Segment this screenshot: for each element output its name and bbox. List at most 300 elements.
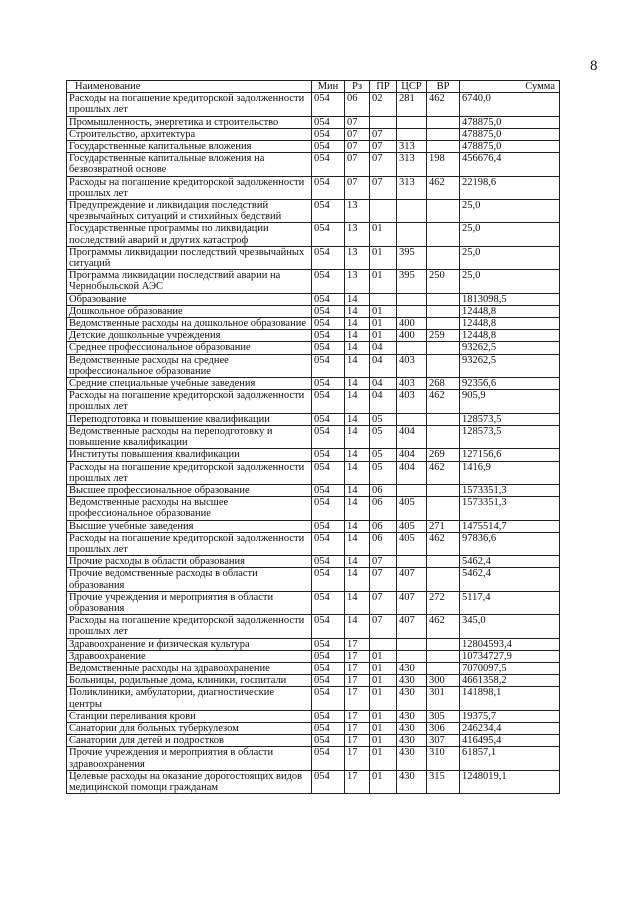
cell-rz: 07 [345,176,370,199]
cell-sum: 1573351,3 [460,484,560,496]
cell-pr: 07 [370,128,397,140]
table-row [67,638,560,650]
cell-min: 054 [312,770,345,793]
cell-pr: 04 [370,378,397,390]
cell-pr [370,293,397,305]
cell-min: 054 [312,461,345,484]
cell-pr: 05 [370,413,397,425]
cell-csr [397,305,427,317]
cell-vr [427,223,460,246]
cell-vr: 306 [427,722,460,734]
cell-csr: 400 [397,318,427,330]
table-row [67,710,560,722]
cell-csr: 395 [397,246,427,269]
cell-csr [397,650,427,662]
cell-csr: 430 [397,662,427,674]
cell-vr [427,141,460,153]
cell-rz: 14 [345,484,370,496]
cell-min: 054 [312,556,345,568]
cell-sum: 12448,8 [460,330,560,342]
cell-name: Государственные капитальные вложения [67,141,312,153]
cell-min: 054 [312,520,345,532]
table-row [67,176,560,199]
cell-pr: 01 [370,675,397,687]
cell-vr: 315 [427,770,460,793]
cell-rz: 14 [345,318,370,330]
cell-name: Государственные капитальные вложения на безвозвратной основе [67,153,312,176]
cell-csr: 404 [397,461,427,484]
cell-sum: 61857,1 [460,747,560,770]
cell-sum: 12448,8 [460,318,560,330]
cell-vr: 300 [427,675,460,687]
table-row [67,116,560,128]
cell-pr: 01 [370,270,397,293]
cell-min: 054 [312,747,345,770]
table-row [67,93,560,116]
table-row [67,556,560,568]
cell-rz: 14 [345,568,370,591]
header-csr: ЦСР [397,81,427,93]
cell-sum: 128573,5 [460,413,560,425]
table-row [67,568,560,591]
cell-sum: 478875,0 [460,128,560,140]
cell-vr [427,497,460,520]
cell-rz: 17 [345,710,370,722]
cell-csr: 430 [397,687,427,710]
cell-sum: 5462,4 [460,568,560,591]
cell-vr [427,200,460,223]
cell-rz: 14 [345,330,370,342]
table-row [67,305,560,317]
cell-pr: 01 [370,223,397,246]
cell-sum: 25,0 [460,223,560,246]
cell-csr: 407 [397,591,427,614]
cell-rz: 14 [345,532,370,555]
cell-min: 054 [312,128,345,140]
cell-rz: 14 [345,591,370,614]
cell-pr: 01 [370,735,397,747]
cell-sum: 93262,5 [460,354,560,377]
table-body [67,93,560,794]
cell-sum: 12804593,4 [460,638,560,650]
cell-name: Программа ликвидации последствий аварии на Чернобыльской АЭС [67,270,312,293]
cell-rz: 14 [345,520,370,532]
cell-sum: 25,0 [460,270,560,293]
cell-name: Ведомственные расходы на среднее профессиональное образование [67,354,312,377]
cell-rz: 14 [345,449,370,461]
table-row [67,223,560,246]
cell-pr: 01 [370,305,397,317]
table-row [67,390,560,413]
cell-pr: 07 [370,556,397,568]
table-row [67,497,560,520]
table-row [67,615,560,638]
cell-min: 054 [312,497,345,520]
cell-vr: 307 [427,735,460,747]
cell-pr: 05 [370,461,397,484]
cell-csr [397,413,427,425]
cell-min: 054 [312,591,345,614]
cell-csr: 430 [397,710,427,722]
cell-name: Промышленность, энергетика и строительство [67,116,312,128]
cell-sum: 12448,8 [460,305,560,317]
cell-sum: 478875,0 [460,141,560,153]
cell-pr [370,200,397,223]
cell-pr: 01 [370,318,397,330]
table-row [67,591,560,614]
cell-rz: 14 [345,378,370,390]
cell-rz: 17 [345,747,370,770]
cell-min: 054 [312,116,345,128]
cell-sum: 905,9 [460,390,560,413]
cell-min: 054 [312,662,345,674]
cell-csr: 430 [397,770,427,793]
cell-name: Прочие учреждения и мероприятия в области здравоохранения [67,747,312,770]
table-row [67,342,560,354]
cell-rz: 14 [345,425,370,448]
cell-vr [427,650,460,662]
table-row [67,461,560,484]
cell-vr [427,293,460,305]
cell-name: Ведомственные расходы на здравоохранение [67,662,312,674]
cell-csr: 407 [397,568,427,591]
cell-csr: 403 [397,378,427,390]
table-row [67,270,560,293]
cell-sum: 4661358,2 [460,675,560,687]
cell-name: Станции переливания крови [67,710,312,722]
cell-min: 054 [312,342,345,354]
cell-sum: 93262,5 [460,342,560,354]
cell-name: Высшее профессиональное образование [67,484,312,496]
cell-pr: 01 [370,710,397,722]
cell-csr [397,116,427,128]
table-row [67,675,560,687]
cell-sum: 92356,6 [460,378,560,390]
cell-csr: 313 [397,153,427,176]
cell-csr: 430 [397,675,427,687]
cell-sum: 1813098,5 [460,293,560,305]
cell-vr: 462 [427,615,460,638]
cell-min: 054 [312,293,345,305]
table-row [67,662,560,674]
table-row [67,293,560,305]
table-row [67,425,560,448]
header-pr: ПР [370,81,397,93]
cell-vr: 272 [427,591,460,614]
cell-min: 054 [312,532,345,555]
cell-min: 054 [312,722,345,734]
cell-sum: 1573351,3 [460,497,560,520]
cell-rz: 13 [345,246,370,269]
cell-name: Расходы на погашение кредиторской задолженности прошлых лет [67,176,312,199]
cell-rz: 17 [345,770,370,793]
cell-vr: 462 [427,390,460,413]
cell-vr: 310 [427,747,460,770]
cell-vr [427,318,460,330]
cell-name: Образование [67,293,312,305]
cell-csr: 404 [397,425,427,448]
cell-rz: 14 [345,305,370,317]
cell-name: Ведомственные расходы на переподготовку и повышение квалификации [67,425,312,448]
cell-sum: 1416,9 [460,461,560,484]
table-row [67,747,560,770]
cell-sum: 97836,6 [460,532,560,555]
cell-pr: 02 [370,93,397,116]
cell-sum: 6740,0 [460,93,560,116]
cell-vr: 305 [427,710,460,722]
cell-min: 054 [312,176,345,199]
cell-name: Больницы, родильные дома, клиники, госпитали [67,675,312,687]
cell-name: Предупреждение и ликвидация последствий чрезвычайных ситуаций и стихийных бедствий [67,200,312,223]
cell-sum: 1248019,1 [460,770,560,793]
table-row [67,153,560,176]
cell-csr: 404 [397,449,427,461]
cell-min: 054 [312,330,345,342]
cell-min: 054 [312,93,345,116]
cell-vr [427,116,460,128]
cell-csr: 400 [397,330,427,342]
cell-name: Целевые расходы на оказание дорогостоящих видов медицинской помощи гражданам [67,770,312,793]
cell-min: 054 [312,246,345,269]
cell-min: 054 [312,687,345,710]
cell-rz: 13 [345,223,370,246]
cell-pr: 01 [370,770,397,793]
table-row [67,141,560,153]
cell-csr: 430 [397,735,427,747]
cell-min: 054 [312,710,345,722]
cell-name: Санатории для детей и подростков [67,735,312,747]
cell-csr [397,128,427,140]
cell-sum: 246234,4 [460,722,560,734]
cell-min: 054 [312,270,345,293]
header-vr: ВР [427,81,460,93]
cell-name: Государственные программы по ликвидации последствий аварий и других катастроф [67,223,312,246]
cell-min: 054 [312,568,345,591]
cell-rz: 14 [345,354,370,377]
cell-vr [427,128,460,140]
cell-csr [397,638,427,650]
cell-sum: 456676,4 [460,153,560,176]
cell-sum: 5462,4 [460,556,560,568]
cell-sum: 478875,0 [460,116,560,128]
cell-pr: 01 [370,687,397,710]
cell-pr: 06 [370,484,397,496]
cell-csr [397,200,427,223]
cell-rz: 17 [345,687,370,710]
cell-name: Среднее профессиональное образование [67,342,312,354]
cell-pr [370,638,397,650]
cell-rz: 07 [345,128,370,140]
cell-min: 054 [312,141,345,153]
cell-sum: 345,0 [460,615,560,638]
cell-pr: 01 [370,662,397,674]
cell-vr: 462 [427,532,460,555]
cell-pr: 01 [370,747,397,770]
cell-rz: 14 [345,413,370,425]
cell-rz: 14 [345,293,370,305]
cell-name: Прочие учреждения и мероприятия в области образования [67,591,312,614]
cell-min: 054 [312,390,345,413]
cell-min: 054 [312,153,345,176]
table-row [67,687,560,710]
budget-table [66,80,560,794]
cell-csr: 405 [397,532,427,555]
cell-vr [427,425,460,448]
cell-pr [370,116,397,128]
cell-sum: 19375,7 [460,710,560,722]
cell-rz: 14 [345,615,370,638]
cell-pr: 07 [370,568,397,591]
cell-rz: 13 [345,200,370,223]
cell-vr [427,354,460,377]
cell-name: Расходы на погашение кредиторской задолженности прошлых лет [67,615,312,638]
cell-rz: 17 [345,675,370,687]
cell-min: 054 [312,650,345,662]
cell-name: Переподготовка и повышение квалификации [67,413,312,425]
cell-csr [397,556,427,568]
cell-pr: 07 [370,591,397,614]
cell-name: Институты повышения квалификации [67,449,312,461]
cell-pr: 07 [370,141,397,153]
cell-vr: 301 [427,687,460,710]
cell-name: Здравоохранение [67,650,312,662]
cell-name: Дошкольное образование [67,305,312,317]
cell-min: 054 [312,223,345,246]
table-row [67,532,560,555]
cell-pr: 01 [370,246,397,269]
cell-csr: 430 [397,747,427,770]
cell-min: 054 [312,484,345,496]
header-sum: Сумма [460,81,560,93]
cell-pr: 01 [370,330,397,342]
table-row [67,650,560,662]
header-min: Мин [312,81,345,93]
cell-rz: 07 [345,116,370,128]
cell-rz: 14 [345,461,370,484]
cell-rz: 07 [345,141,370,153]
cell-min: 054 [312,615,345,638]
table-row [67,484,560,496]
header-name: Наименование [67,81,312,93]
cell-min: 054 [312,449,345,461]
cell-name: Здравоохранение и физическая культура [67,638,312,650]
cell-pr: 05 [370,449,397,461]
cell-csr [397,223,427,246]
cell-name: Прочие ведомственные расходы в области образования [67,568,312,591]
cell-csr: 430 [397,722,427,734]
cell-min: 054 [312,675,345,687]
cell-name: Расходы на погашение кредиторской задолженности прошлых лет [67,461,312,484]
cell-pr: 06 [370,520,397,532]
cell-pr: 04 [370,342,397,354]
cell-min: 054 [312,425,345,448]
cell-vr: 271 [427,520,460,532]
cell-vr: 269 [427,449,460,461]
cell-min: 054 [312,735,345,747]
cell-vr: 462 [427,461,460,484]
cell-sum: 25,0 [460,246,560,269]
cell-min: 054 [312,354,345,377]
cell-name: Строительство, архитектура [67,128,312,140]
cell-name: Детские дошкольные учреждения [67,330,312,342]
cell-sum: 416495,4 [460,735,560,747]
cell-sum: 10734727,9 [460,650,560,662]
table-row [67,770,560,793]
cell-csr: 281 [397,93,427,116]
cell-vr [427,413,460,425]
cell-pr: 05 [370,425,397,448]
cell-sum: 5117,4 [460,591,560,614]
cell-pr: 06 [370,497,397,520]
cell-min: 054 [312,305,345,317]
cell-vr: 462 [427,176,460,199]
cell-rz: 14 [345,342,370,354]
cell-min: 054 [312,413,345,425]
cell-vr [427,342,460,354]
cell-rz: 17 [345,662,370,674]
cell-csr: 395 [397,270,427,293]
cell-name: Ведомственные расходы на дошкольное образование [67,318,312,330]
cell-csr: 313 [397,176,427,199]
cell-vr: 462 [427,93,460,116]
cell-min: 054 [312,200,345,223]
cell-sum: 25,0 [460,200,560,223]
cell-vr [427,662,460,674]
header-rz: Рз [345,81,370,93]
table-row [67,722,560,734]
cell-csr: 405 [397,520,427,532]
cell-csr: 407 [397,615,427,638]
cell-pr: 04 [370,390,397,413]
cell-vr [427,556,460,568]
cell-pr: 07 [370,153,397,176]
table-row [67,413,560,425]
cell-name: Ведомственные расходы на высшее профессиональное образование [67,497,312,520]
cell-name: Расходы на погашение кредиторской задолженности прошлых лет [67,532,312,555]
cell-rz: 14 [345,497,370,520]
cell-vr: 250 [427,270,460,293]
cell-sum: 22198,6 [460,176,560,199]
cell-sum: 141898,1 [460,687,560,710]
table-row [67,246,560,269]
cell-rz: 17 [345,638,370,650]
cell-sum: 7070097,5 [460,662,560,674]
cell-min: 054 [312,378,345,390]
cell-vr: 198 [427,153,460,176]
cell-vr [427,246,460,269]
cell-vr [427,305,460,317]
cell-rz: 17 [345,735,370,747]
cell-name: Высшие учебные заведения [67,520,312,532]
cell-vr [427,568,460,591]
cell-name: Расходы на погашение кредиторской задолженности прошлых лет [67,93,312,116]
cell-sum: 1475514,7 [460,520,560,532]
cell-name: Поликлиники, амбулатории, диагностические центры [67,687,312,710]
cell-name: Расходы на погашение кредиторской задолженности прошлых лет [67,390,312,413]
table-row [67,330,560,342]
table-row [67,735,560,747]
table-row [67,520,560,532]
cell-rz: 07 [345,153,370,176]
cell-csr: 403 [397,390,427,413]
cell-name: Санатории для больных туберкулезом [67,722,312,734]
table-row [67,128,560,140]
cell-rz: 17 [345,722,370,734]
cell-name: Прочие расходы в области образования [67,556,312,568]
cell-min: 054 [312,318,345,330]
cell-vr: 259 [427,330,460,342]
cell-rz: 14 [345,390,370,413]
